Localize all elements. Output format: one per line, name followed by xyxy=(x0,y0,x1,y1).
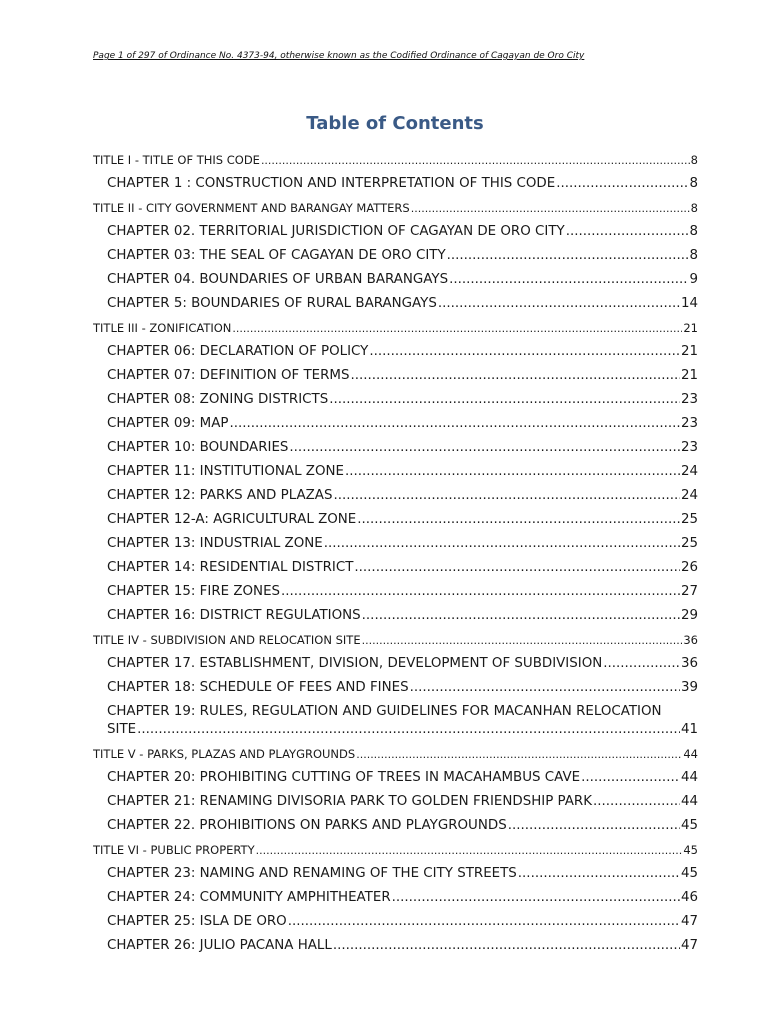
toc-chapter-entry[interactable] xyxy=(93,886,698,910)
toc-chapter-entry[interactable] xyxy=(93,532,698,556)
toc-entry-label: CHAPTER 20: PROHIBITING CUTTING OF TREES IN MACAHAMBUS CAVE xyxy=(107,770,581,785)
toc-dot-leader xyxy=(362,604,680,628)
toc-title-entry[interactable] xyxy=(93,838,698,862)
toc-dot-leader xyxy=(333,484,679,508)
toc-chapter-entry[interactable] xyxy=(93,580,698,604)
toc-chapter-entry[interactable] xyxy=(93,508,698,532)
toc-dot-leader xyxy=(411,196,690,220)
toc-page-number: 44 xyxy=(680,770,698,785)
toc-page-number: 46 xyxy=(680,890,698,905)
toc-page-number: 8 xyxy=(689,248,698,263)
toc-entry-label: CHAPTER 06: DECLARATION OF POLICY xyxy=(107,344,369,359)
toc-entry-label: CHAPTER 23: NAMING AND RENAMING OF THE CITY STREETS xyxy=(107,866,517,881)
toc-dot-leader xyxy=(410,676,680,700)
toc-chapter-entry[interactable] xyxy=(93,292,698,316)
toc-chapter-entry[interactable] xyxy=(93,703,698,739)
table-of-contents xyxy=(93,148,698,958)
toc-chapter-entry[interactable] xyxy=(93,460,698,484)
toc-entry-label: CHAPTER 25: ISLA DE ORO xyxy=(107,914,287,929)
toc-chapter-entry[interactable] xyxy=(93,652,698,676)
toc-page-number: 23 xyxy=(680,440,698,455)
toc-entry-label: CHAPTER 15: FIRE ZONES xyxy=(107,584,281,599)
toc-page-number: 45 xyxy=(683,843,698,857)
toc-dot-leader xyxy=(556,172,688,196)
toc-dot-leader xyxy=(357,508,680,532)
toc-page-number: 36 xyxy=(683,633,698,647)
toc-page-number: 14 xyxy=(680,296,698,311)
toc-title-entry[interactable] xyxy=(93,742,698,766)
toc-chapter-entry[interactable] xyxy=(93,862,698,886)
toc-dot-leader xyxy=(438,292,680,316)
toc-chapter-entry[interactable] xyxy=(93,172,698,196)
toc-dot-leader xyxy=(256,838,683,862)
toc-page-number: 25 xyxy=(680,536,698,551)
toc-title-entry[interactable] xyxy=(93,628,698,652)
toc-entry-label: TITLE I - TITLE OF THIS CODE xyxy=(93,153,260,167)
toc-dot-leader xyxy=(288,910,680,934)
toc-dot-leader xyxy=(449,268,688,292)
toc-chapter-entry[interactable] xyxy=(93,340,698,364)
toc-entry-label: CHAPTER 03: THE SEAL OF CAGAYAN DE ORO CITY xyxy=(107,248,446,263)
toc-entry-label: CHAPTER 14: RESIDENTIAL DISTRICT xyxy=(107,560,354,575)
toc-page-number: 45 xyxy=(680,866,698,881)
toc-chapter-entry[interactable] xyxy=(93,364,698,388)
toc-page-number: 8 xyxy=(690,153,698,167)
toc-entry-label: CHAPTER 21: RENAMING DIVISORIA PARK TO GOLDEN FRIENDSHIP PARK xyxy=(107,794,593,809)
toc-entry-label: CHAPTER 26: JULIO PACANA HALL xyxy=(107,938,332,953)
toc-entry-label: TITLE III - ZONIFICATION xyxy=(93,321,232,335)
toc-entry-label: CHAPTER 09: MAP xyxy=(107,416,229,431)
toc-entry-label: CHAPTER 04. BOUNDARIES OF URBAN BARANGAYS xyxy=(107,272,449,287)
toc-dot-leader xyxy=(261,148,690,172)
toc-chapter-entry[interactable] xyxy=(93,934,698,958)
toc-chapter-entry[interactable] xyxy=(93,676,698,700)
toc-page-number: 24 xyxy=(680,464,698,479)
toc-entry-label: CHAPTER 18: SCHEDULE OF FEES AND FINES xyxy=(107,680,409,695)
toc-dot-leader xyxy=(289,436,680,460)
toc-entry-label: CHAPTER 02. TERRITORIAL JURISDICTION OF CAGAYAN DE ORO CITY xyxy=(107,224,565,239)
toc-page-number: 23 xyxy=(680,392,698,407)
toc-page-number: 8 xyxy=(689,224,698,239)
toc-page-number: 41 xyxy=(680,722,698,737)
toc-page-number: 47 xyxy=(680,938,698,953)
toc-page-number: 29 xyxy=(680,608,698,623)
toc-chapter-entry[interactable] xyxy=(93,766,698,790)
toc-entry-label-cont: SITE xyxy=(107,722,137,737)
toc-page-number: 21 xyxy=(683,321,698,335)
toc-dot-leader xyxy=(329,388,680,412)
toc-page-number: 27 xyxy=(680,584,698,599)
toc-dot-leader xyxy=(356,742,682,766)
toc-dot-leader xyxy=(392,886,680,910)
toc-page-number: 47 xyxy=(680,914,698,929)
toc-page-number: 44 xyxy=(680,794,698,809)
toc-dot-leader xyxy=(369,340,680,364)
toc-chapter-entry[interactable] xyxy=(93,910,698,934)
toc-entry-label: CHAPTER 07: DEFINITION OF TERMS xyxy=(107,368,350,383)
toc-chapter-entry[interactable] xyxy=(93,484,698,508)
toc-entry-label: CHAPTER 17. ESTABLISHMENT, DIVISION, DEVELOPMENT OF SUBDIVISION xyxy=(107,656,603,671)
toc-chapter-entry[interactable] xyxy=(93,556,698,580)
toc-page-number: 45 xyxy=(680,818,698,833)
toc-page-number: 21 xyxy=(680,344,698,359)
toc-page-number: 44 xyxy=(683,747,698,761)
toc-title: Table of Contents xyxy=(306,113,484,134)
toc-page-number: 26 xyxy=(680,560,698,575)
toc-page-number: 21 xyxy=(680,368,698,383)
toc-chapter-entry[interactable] xyxy=(93,790,698,814)
toc-dot-leader xyxy=(518,862,680,886)
toc-page-number: 8 xyxy=(690,201,698,215)
toc-entry-label: CHAPTER 10: BOUNDARIES xyxy=(107,440,289,455)
toc-dot-leader xyxy=(229,412,680,436)
toc-dot-leader xyxy=(354,556,680,580)
toc-entry-label: TITLE VI - PUBLIC PROPERTY xyxy=(93,843,255,857)
toc-entry-label: CHAPTER 12-A: AGRICULTURAL ZONE xyxy=(107,512,357,527)
toc-page-number: 9 xyxy=(689,272,698,287)
toc-chapter-entry[interactable] xyxy=(93,412,698,436)
toc-entry-label: CHAPTER 16: DISTRICT REGULATIONS xyxy=(107,608,361,623)
toc-title-entry[interactable] xyxy=(93,316,698,340)
toc-page-number: 25 xyxy=(680,512,698,527)
toc-dot-leader xyxy=(324,532,680,556)
toc-chapter-entry[interactable] xyxy=(93,604,698,628)
toc-entry-label: CHAPTER 19: RULES, REGULATION AND GUIDELINES FOR MACANHAN RELOCATION xyxy=(107,704,662,719)
toc-page-number: 39 xyxy=(680,680,698,695)
toc-dot-leader xyxy=(281,580,680,604)
toc-dot-leader xyxy=(351,364,680,388)
toc-entry-label: CHAPTER 12: PARKS AND PLAZAS xyxy=(107,488,333,503)
toc-dot-leader xyxy=(137,721,680,739)
toc-entry-label: CHAPTER 11: INSTITUTIONAL ZONE xyxy=(107,464,344,479)
toc-page-number: 8 xyxy=(689,176,698,191)
toc-chapter-entry[interactable] xyxy=(93,436,698,460)
toc-entry-label: CHAPTER 24: COMMUNITY AMPHITHEATER xyxy=(107,890,391,905)
toc-page-number: 36 xyxy=(680,656,698,671)
toc-dot-leader xyxy=(232,316,682,340)
toc-chapter-entry[interactable] xyxy=(93,388,698,412)
toc-chapter-entry[interactable] xyxy=(93,814,698,838)
toc-entry-label: CHAPTER 22. PROHIBITIONS ON PARKS AND PLAYGROUNDS xyxy=(107,818,507,833)
toc-dot-leader xyxy=(362,628,683,652)
toc-page-number: 23 xyxy=(680,416,698,431)
toc-chapter-entry[interactable] xyxy=(93,244,698,268)
toc-chapter-entry[interactable] xyxy=(93,220,698,244)
toc-dot-leader xyxy=(508,814,680,838)
page-header: Page 1 of 297 of Ordinance No. 4373-94, otherwise known as the Codified Ordinance of Cagayan de Oro City xyxy=(93,51,585,61)
toc-entry-label: CHAPTER 08: ZONING DISTRICTS xyxy=(107,392,329,407)
toc-entry-label: TITLE V - PARKS, PLAZAS AND PLAYGROUNDS xyxy=(93,747,356,761)
toc-title-entry[interactable] xyxy=(93,148,698,172)
toc-dot-leader xyxy=(447,244,689,268)
toc-dot-leader xyxy=(593,790,680,814)
toc-chapter-entry[interactable] xyxy=(93,268,698,292)
toc-entry-label: TITLE II - CITY GOVERNMENT AND BARANGAY MATTERS xyxy=(93,201,410,215)
toc-entry-label: CHAPTER 1 : CONSTRUCTION AND INTERPRETATION OF THIS CODE xyxy=(107,176,556,191)
toc-dot-leader xyxy=(345,460,680,484)
toc-entry-label: CHAPTER 5: BOUNDARIES OF RURAL BARANGAYS xyxy=(107,296,437,311)
toc-entry-label: TITLE IV - SUBDIVISION AND RELOCATION SITE xyxy=(93,633,361,647)
toc-dot-leader xyxy=(581,766,680,790)
toc-title-entry[interactable] xyxy=(93,196,698,220)
toc-page-number: 24 xyxy=(680,488,698,503)
toc-entry-label: CHAPTER 13: INDUSTRIAL ZONE xyxy=(107,536,323,551)
toc-dot-leader xyxy=(333,934,680,958)
toc-dot-leader xyxy=(566,220,689,244)
toc-dot-leader xyxy=(603,652,680,676)
